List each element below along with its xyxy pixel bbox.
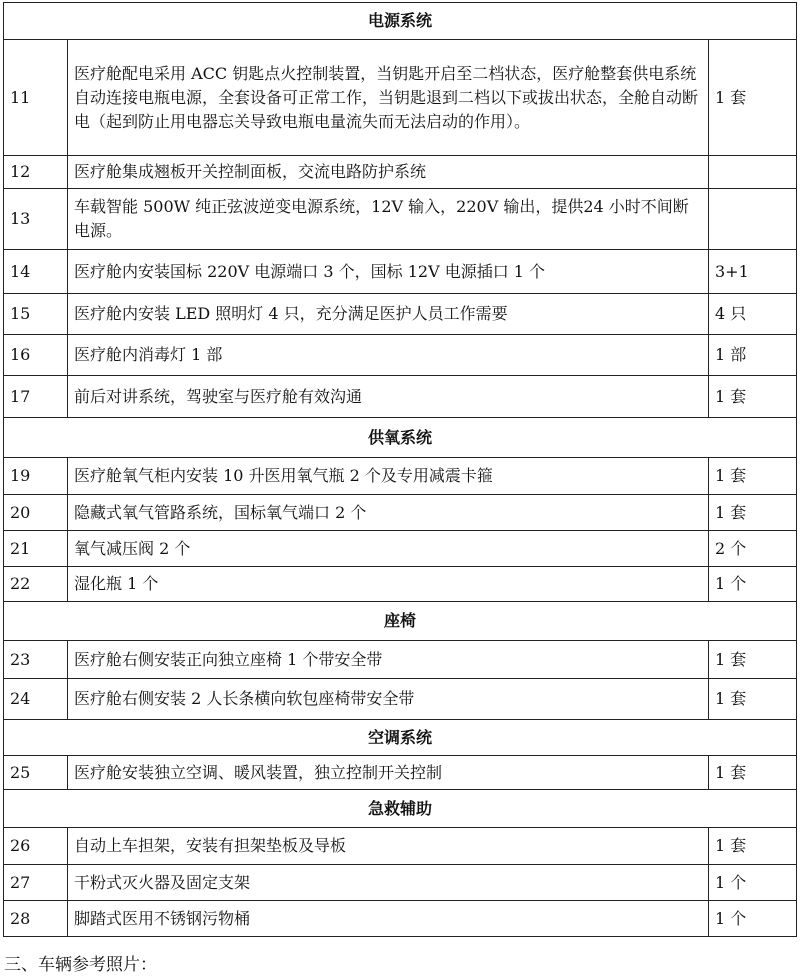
item-quantity: 3+1 xyxy=(709,250,797,294)
item-number: 12 xyxy=(4,156,68,189)
table-row xyxy=(4,189,797,250)
item-description: 前后对讲系统，驾驶室与医疗舱有效沟通 xyxy=(68,376,709,418)
item-quantity: 1 套 xyxy=(709,828,797,865)
item-number: 11 xyxy=(4,40,68,156)
item-number: 25 xyxy=(4,756,68,790)
item-number: 23 xyxy=(4,641,68,679)
item-quantity: 1 套 xyxy=(709,40,797,156)
section-title: 急救辅助 xyxy=(4,790,797,828)
item-quantity: 1 套 xyxy=(709,376,797,418)
item-description: 隐藏式氧气管路系统，国标氧气端口 2 个 xyxy=(68,495,709,531)
item-quantity: 1 套 xyxy=(709,641,797,679)
section-header-seats xyxy=(4,602,797,641)
table-row xyxy=(4,865,797,901)
spec-table xyxy=(3,2,797,937)
item-number: 19 xyxy=(4,458,68,495)
item-quantity: 1 套 xyxy=(709,679,797,720)
item-description: 医疗舱内安装国标 220V 电源端口 3 个，国标 12V 电源插口 1 个 xyxy=(68,250,709,294)
section-header-first-aid xyxy=(4,790,797,828)
item-quantity: 1 个 xyxy=(709,567,797,602)
item-description: 干粉式灭火器及固定支架 xyxy=(68,865,709,901)
item-quantity: 1 套 xyxy=(709,495,797,531)
item-quantity: 1 部 xyxy=(709,335,797,376)
item-description: 车载智能 500W 纯正弦波逆变电源系统，12V 输入，220V 输出，提供24 小时不间断电源。 xyxy=(68,189,709,250)
item-quantity: 2 个 xyxy=(709,531,797,567)
item-description: 医疗舱集成翘板开关控制面板，交流电路防护系统 xyxy=(68,156,709,189)
table-row xyxy=(4,679,797,720)
item-number: 22 xyxy=(4,567,68,602)
table-row xyxy=(4,458,797,495)
table-row xyxy=(4,156,797,189)
item-quantity: 1 套 xyxy=(709,756,797,790)
item-description: 自动上车担架，安装有担架垫板及导板 xyxy=(68,828,709,865)
item-number: 21 xyxy=(4,531,68,567)
item-description: 医疗舱配电采用 ACC 钥匙点火控制装置，当钥匙开启至二档状态，医疗舱整套供电系统自动连接电瓶电源，全套设备可正常工作，当钥匙退到二档以下或拔出状态，全舱自动断电（起到防止用电器忘关导致电瓶电量流失而无法启动的作用）。 xyxy=(68,40,709,156)
table-row xyxy=(4,376,797,418)
item-number: 26 xyxy=(4,828,68,865)
item-description: 氧气减压阀 2 个 xyxy=(68,531,709,567)
section-heading-vehicle-photos: 三、车辆参考照片： xyxy=(4,955,157,975)
table-row xyxy=(4,495,797,531)
item-description: 医疗舱安装独立空调、暖风装置，独立控制开关控制 xyxy=(68,756,709,790)
item-number: 24 xyxy=(4,679,68,720)
item-number: 27 xyxy=(4,865,68,901)
item-quantity: 1 个 xyxy=(709,865,797,901)
item-number: 13 xyxy=(4,189,68,250)
section-header-oxygen xyxy=(4,418,797,458)
item-description: 湿化瓶 1 个 xyxy=(68,567,709,602)
item-description: 医疗舱内消毒灯 1 部 xyxy=(68,335,709,376)
item-description: 医疗舱右侧安装 2 人长条横向软包座椅带安全带 xyxy=(68,679,709,720)
table-row xyxy=(4,901,797,937)
item-description: 医疗舱内安装 LED 照明灯 4 只，充分满足医护人员工作需要 xyxy=(68,294,709,335)
section-header-air-conditioning xyxy=(4,720,797,756)
item-quantity: 4 只 xyxy=(709,294,797,335)
table-row xyxy=(4,40,797,156)
item-number: 20 xyxy=(4,495,68,531)
table-row xyxy=(4,641,797,679)
section-title: 空调系统 xyxy=(4,720,797,756)
item-description: 脚踏式医用不锈钢污物桶 xyxy=(68,901,709,937)
item-description: 医疗舱右侧安装正向独立座椅 1 个带安全带 xyxy=(68,641,709,679)
item-quantity: 1 套 xyxy=(709,458,797,495)
table-row xyxy=(4,335,797,376)
section-title: 电源系统 xyxy=(4,3,797,40)
table-row xyxy=(4,567,797,602)
item-number: 16 xyxy=(4,335,68,376)
item-number: 17 xyxy=(4,376,68,418)
table-row xyxy=(4,294,797,335)
section-title: 座椅 xyxy=(4,602,797,641)
section-header-power xyxy=(4,3,797,40)
table-row xyxy=(4,531,797,567)
table-row xyxy=(4,756,797,790)
item-number: 15 xyxy=(4,294,68,335)
item-quantity xyxy=(709,156,797,189)
item-number: 14 xyxy=(4,250,68,294)
item-description: 医疗舱氧气柜内安装 10 升医用氧气瓶 2 个及专用减震卡箍 xyxy=(68,458,709,495)
table-row xyxy=(4,250,797,294)
table-row xyxy=(4,828,797,865)
section-title: 供氧系统 xyxy=(4,418,797,458)
item-number: 28 xyxy=(4,901,68,937)
item-quantity: 1 个 xyxy=(709,901,797,937)
item-quantity xyxy=(709,189,797,250)
